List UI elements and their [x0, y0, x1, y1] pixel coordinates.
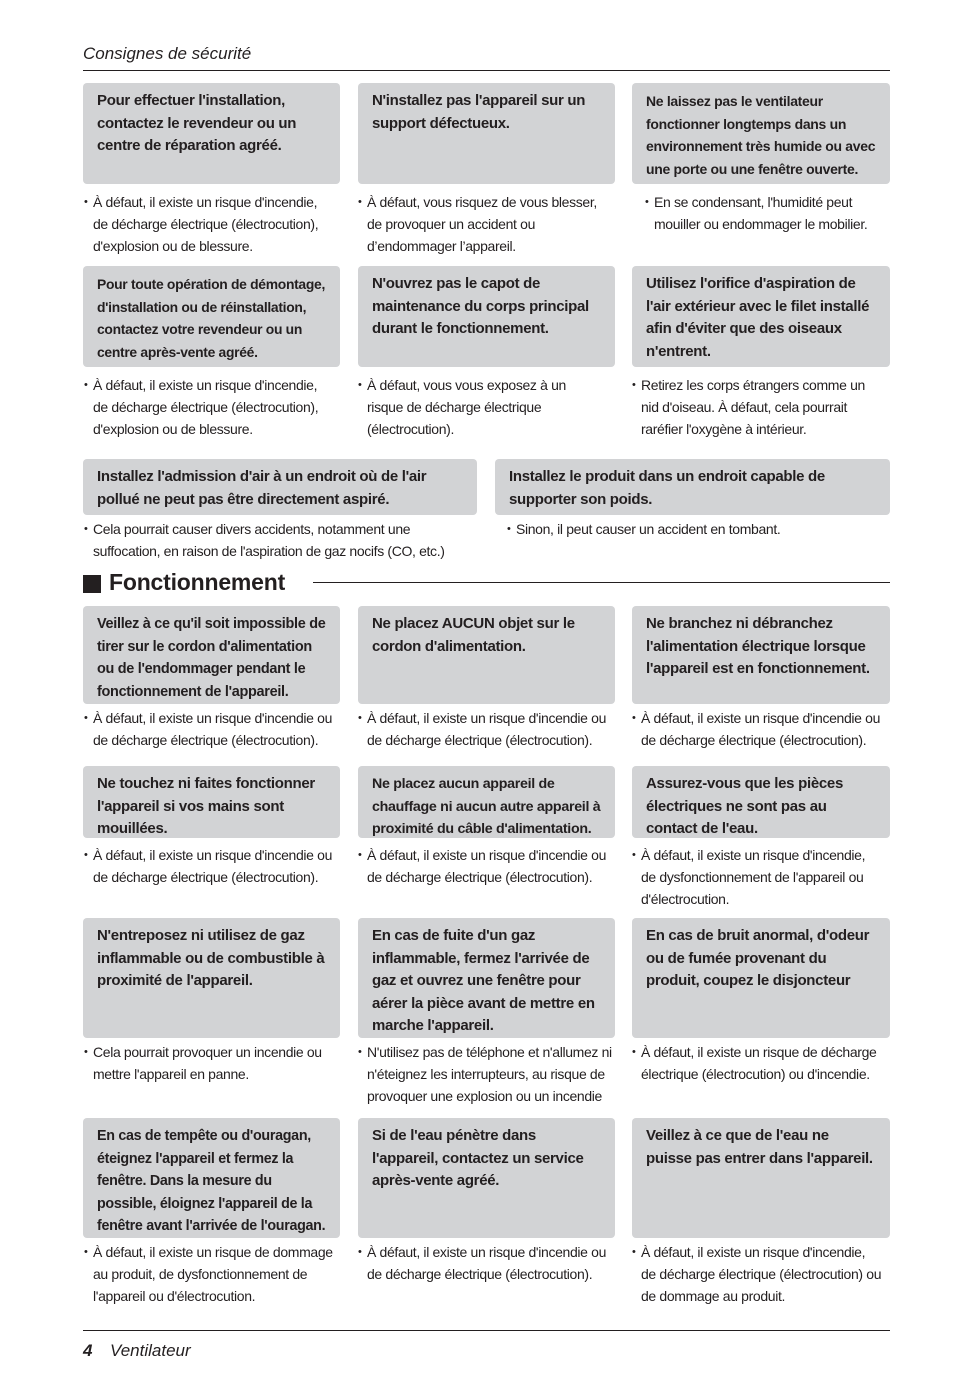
- warning-box: Ne placez aucun appareil de chauffage ni aucun autre appareil à proximité du câble d'alimentation.: [358, 766, 615, 838]
- warning-box: En cas de tempête ou d'ouragan, éteignez l'appareil et fermez la fenêtre. Dans la mesure du possible, éloignez l'appareil de la fenêtre avant l'arrivée de l'ouragan.: [83, 1118, 340, 1238]
- section-square-icon: [83, 575, 101, 593]
- warning-note: • À défaut, il existe un risque d'incendie ou de décharge électrique (électrocution).: [84, 847, 333, 885]
- warning-box: En cas de fuite d'un gaz inflammable, fermez l'arrivée de gaz et ouvrez une fenêtre pour aérer la pièce avant de mettre en marche l'appareil.: [358, 918, 615, 1038]
- warning-box: Ne touchez ni faites fonctionner l'appareil si vos mains sont mouillées.: [83, 766, 340, 838]
- header-title: Consignes de sécurité: [83, 44, 252, 63]
- page-header: [83, 44, 890, 71]
- warning-box: Veillez à ce qu'il soit impossible de tirer sur le cordon d'alimentation ou de l'endommager pendant le fonctionnement de l'appareil.: [83, 606, 340, 704]
- warning-note: • À défaut, il existe un risque d'incendie ou de décharge électrique (électrocution).: [358, 710, 607, 748]
- warning-box: Pour effectuer l'installation, contactez le revendeur ou un centre de réparation agréé.: [83, 83, 340, 184]
- warning-note: • À défaut, il existe un risque de dommage au produit, de dysfonctionnement de l'appareil ou d'électrocution.: [84, 1244, 333, 1304]
- warning-note: • À défaut, il existe un risque d'incendie, de décharge électrique (électrocution) ou de dommage au produit.: [632, 1244, 882, 1304]
- warning-box: N'installez pas l'appareil sur un support défectueux.: [358, 83, 615, 184]
- warning-box: Si de l'eau pénètre dans l'appareil, contactez un service après-vente agréé.: [358, 1118, 615, 1238]
- warning-note: • À défaut, il existe un risque d'incendie ou de décharge électrique (électrocution).: [632, 710, 881, 748]
- warning-box: En cas de bruit anormal, d'odeur ou de fumée provenant du produit, coupez le disjoncteur: [632, 918, 890, 1038]
- warning-note: • Sinon, il peut causer un accident en tombant.: [507, 521, 781, 537]
- warning-note: • À défaut, il existe un risque d'incendie ou de décharge électrique (électrocution).: [358, 847, 607, 885]
- warning-note: • À défaut, vous vous exposez à un risque de décharge électrique (électrocution).: [358, 377, 566, 437]
- warning-note: • À défaut, il existe un risque d'incendie ou de décharge électrique (électrocution).: [84, 710, 333, 748]
- warning-note: • À défaut, il existe un risque d'incendie, de dysfonctionnement de l'appareil ou d'électrocution.: [632, 847, 866, 907]
- warning-box: Assurez-vous que les pièces électriques ne sont pas au contact de l'eau.: [632, 766, 890, 838]
- page-footer: [83, 1330, 890, 1360]
- warning-box: Ne laissez pas le ventilateur fonctionner longtemps dans un environnement très humide ou avec une porte ou une fenêtre ouverte.: [632, 83, 890, 184]
- warning-note: • Cela pourrait provoquer un incendie ou mettre l'appareil en panne.: [84, 1044, 322, 1082]
- warning-box: Ne branchez ni débranchez l'alimentation électrique lorsque l'appareil est en fonctionnement.: [632, 606, 890, 704]
- warning-note: • À défaut, il existe un risque d'incendie, de décharge électrique (électrocution), d'explosion ou de blessure.: [84, 377, 319, 437]
- section-title: Fonctionnement: [109, 569, 286, 595]
- section-rule: [313, 582, 890, 583]
- warning-box: Pour toute opération de démontage, d'installation ou de réinstallation, contactez votre revendeur ou un centre après-vente agréé.: [83, 266, 340, 367]
- warning-note: • À défaut, il existe un risque d'incendie, de décharge électrique (électrocution), d'explosion ou de blessure.: [84, 194, 319, 254]
- warning-note: • En se condensant, l'humidité peut mouiller ou endommager le mobilier.: [645, 194, 868, 232]
- warning-box: Installez l'admission d'air à un endroit où de l'air pollué ne peut pas être directement aspiré.: [83, 459, 477, 515]
- warning-box: N'entreposez ni utilisez de gaz inflammable ou de combustible à proximité de l'appareil.: [83, 918, 340, 1038]
- page-number: 4: [83, 1341, 93, 1360]
- warning-box: Installez le produit dans un endroit capable de supporter son poids.: [495, 459, 890, 515]
- warning-box: Ne placez AUCUN objet sur le cordon d'alimentation.: [358, 606, 615, 704]
- warning-note: • À défaut, vous risquez de vous blesser, de provoquer un accident ou d’endommager l’appareil.: [358, 194, 597, 254]
- warning-note: • N'utilisez pas de téléphone et n'allumez ni n'éteignez les interrupteurs, au risque de provoquer une explosion ou un incendie: [358, 1044, 612, 1104]
- warning-box: N'ouvrez pas le capot de maintenance du corps principal durant le fonctionnement.: [358, 266, 615, 367]
- warning-note: • À défaut, il existe un risque de décharge électrique (électrocution) ou d'incendie.: [632, 1044, 877, 1082]
- warning-note: • Cela pourrait causer divers accidents, notamment une suffocation, en raison de l'aspiration de gaz nocifs (CO, etc.): [84, 521, 445, 559]
- product-name: Ventilateur: [110, 1341, 191, 1360]
- warning-note: • À défaut, il existe un risque d'incendie ou de décharge électrique (électrocution).: [358, 1244, 607, 1282]
- warning-box: Veillez à ce que de l'eau ne puisse pas entrer dans l'appareil.: [632, 1118, 890, 1238]
- section-heading: [83, 569, 890, 599]
- warning-box: Utilisez l'orifice d'aspiration de l'air extérieur avec le filet installé afin d'éviter que des oiseaux n'entrent.: [632, 266, 890, 367]
- warning-note: • Retirez les corps étrangers comme un nid d'oiseau. À défaut, cela pourrait raréfier l'oxygène à intérieur.: [632, 377, 865, 437]
